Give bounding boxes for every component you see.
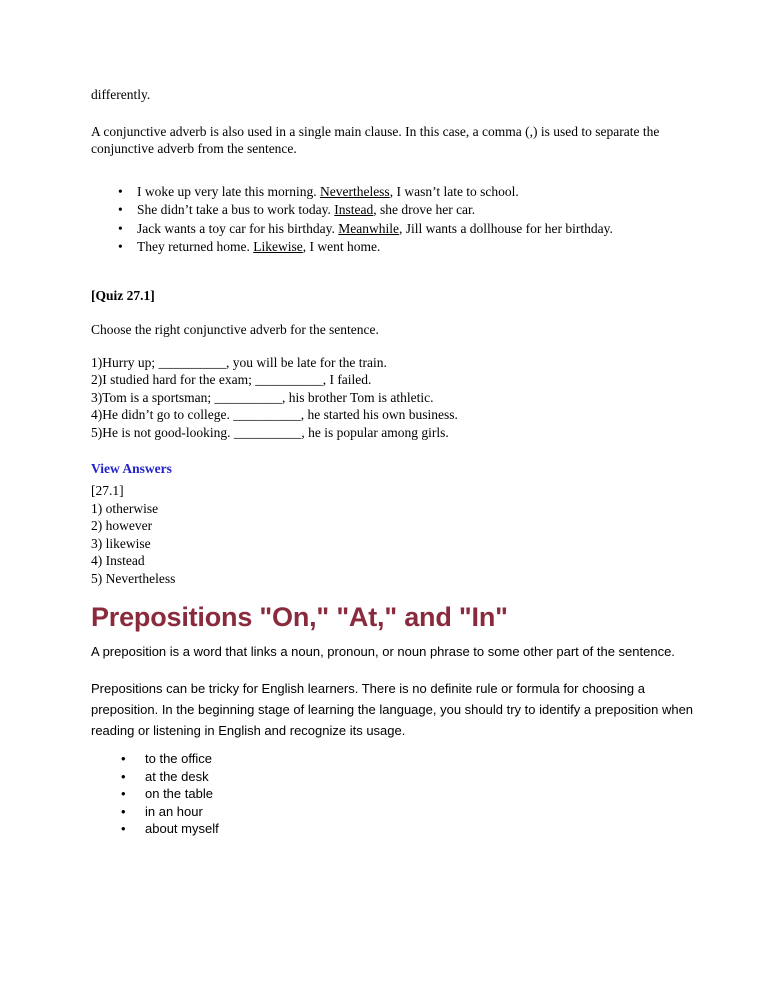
preposition-example-item: • in an hour <box>91 803 765 821</box>
example-underlined-word: Likewise <box>253 239 303 254</box>
quiz-item: 1)Hurry up; __________, you will be late for the train. <box>91 354 387 370</box>
quiz-item: 3)Tom is a sportsman; __________, his brother Tom is athletic. <box>91 389 434 405</box>
answer-item: 5) Nevertheless <box>91 570 176 586</box>
example-pre: I woke up very late this morning. <box>137 183 320 199</box>
example-pre: They returned home. <box>137 239 254 254</box>
example-pre: Jack wants a toy car for his birthday. <box>137 220 339 236</box>
example-underlined-word: Instead <box>334 202 374 217</box>
example-bullet-item <box>91 183 731 202</box>
example-bullet-list <box>91 183 765 257</box>
intro-tail-text: differently. <box>91 87 151 102</box>
preposition-example-item: • at the desk <box>91 768 765 786</box>
preposition-definition-paragraph: A preposition is a word that links a noun, pronoun, or noun phrase to some other part of the sentence. <box>91 644 675 659</box>
view-answers-link[interactable]: View Answers <box>91 461 172 476</box>
prepositions-section-heading: Prepositions "On," "At," and "In" <box>91 602 508 632</box>
quiz-item: 5)He is not good-looking. __________, he is popular among girls. <box>91 424 449 440</box>
example-underlined-word: Meanwhile <box>338 220 399 236</box>
example-post: , Jill wants a dollhouse for her birthday. <box>398 220 613 236</box>
quiz-instruction: Choose the right conjunctive adverb for the sentence. <box>91 322 379 337</box>
example-pre: She didn’t take a bus to work today. <box>137 202 335 217</box>
example-post: , I wasn’t late to school. <box>389 183 519 199</box>
quiz-item: 2)I studied hard for the exam; __________, I failed. <box>91 372 372 387</box>
example-bullet-item <box>91 238 731 257</box>
conjunctive-adverb-paragraph: A conjunctive adverb is also used in a single main clause. In this case, a comma (,) is used to separate the conjunctive adverb from the sentence. <box>91 123 660 156</box>
answers-section-label: [27.1] <box>91 483 124 498</box>
answer-item: 4) Instead <box>91 553 145 568</box>
example-underlined-word: Nevertheless <box>319 183 390 199</box>
answer-item: 1) otherwise <box>91 500 159 516</box>
answer-item: 3) likewise <box>91 535 151 551</box>
quiz-title: [Quiz 27.1] <box>91 287 155 303</box>
answer-item: 2) however <box>91 518 153 533</box>
preposition-example-item: • to the office <box>91 750 765 768</box>
preposition-example-item: • on the table <box>91 785 765 803</box>
example-post: , I went home. <box>302 239 381 254</box>
example-post: , she drove her car. <box>373 202 476 217</box>
answers-block <box>91 482 765 587</box>
example-bullet-item <box>91 220 731 239</box>
quiz-item-list <box>91 354 765 442</box>
preposition-example-item: • about myself <box>91 820 765 838</box>
preposition-example-list <box>91 750 765 838</box>
preposition-advice-paragraph: Prepositions can be tricky for English learners. There is no definite rule or formula for choosing a preposition. In the beginning stage of learning the language, you should try to identify a preposition when reading or listening in English and recognize its usage. <box>91 681 694 738</box>
quiz-item: 4)He didn’t go to college. __________, he started his own business. <box>91 407 458 422</box>
example-bullet-item <box>91 201 731 220</box>
